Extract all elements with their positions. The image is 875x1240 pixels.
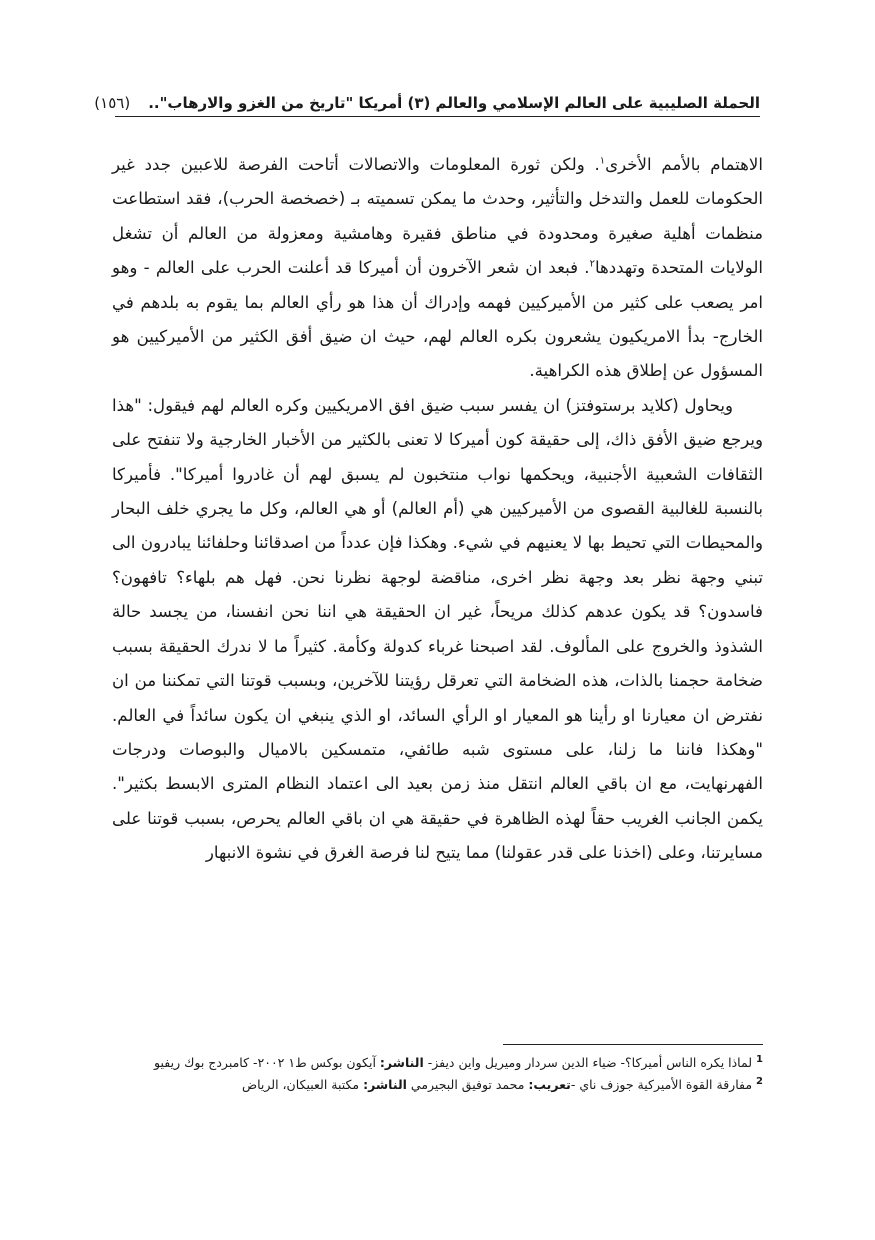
footnote-ref-2: ٢: [589, 258, 595, 270]
footnote-2-translation-label: تعريب:: [528, 1077, 571, 1092]
footnote-1: [112, 1052, 763, 1074]
footnote-2-publisher-label: الناشر:: [363, 1077, 407, 1092]
footnote-1-publisher: آيكون بوكس ط١ ٢٠٠٢- كامبردج بوك ريفيو: [154, 1055, 380, 1070]
footnote-separator: [503, 1044, 763, 1045]
paragraph-1-part-3: . فبعد ان شعر الآخرون أن أميركا قد أعلنت الحرب على العالم - وهو امر يصعب على كثير من الأميركيين فهمه وإدراك أن هذا هو رأي العالم بما يقوم به بلدهم في الخارج- بدأ الامريكيون يشعرون بكره العالم لهم، حيث ان ضيق أفق الكثير من الأميركيين هو المسؤول عن إطلاق هذه الكراهية.: [112, 258, 763, 381]
paragraph-1-part-1: الاهتمام بالأمم الأخرى: [605, 155, 763, 174]
paragraph-2: ويحاول (كلايد برستوفتز) ان يفسر سبب ضيق افق الامريكيين وكره العالم لهم فيقول: "هذا ويرجع ضيق الأفق ذاك، إلى حقيقة كون أميركا لا تعنى بالكثير من الأخبار الخارجية ولا تنفتح على الثقافات الشعبية الأجنبية، ويحكمها نواب منتخبون لم يسبق لهم أن غادروا أميركا". فأميركا بالنسبة للغالبية القصوى من الأميركيين هي (أم العالم) أو هي العالم، وكل ما يجري خلف البحار والمحيطات التي تحيط بها لا يعنيهم في شيء. وهكذا فإن عدداً من اصدقائنا وحلفائنا يبادرون الى تبني وجهة نظر بعد وجهة نظر اخرى، مناقضة لوجهة نظرنا نحن. فهل هم بلهاء؟ تافهون؟ فاسدون؟ قد يكون عدهم كذلك مريحاً، غير ان الحقيقة هي اننا نحن انفسنا، من يجسد حالة الشذوذ والخروج على المألوف. لقد اصبحنا غرباء كدولة وكأمة. كثيراً ما لا ندرك الحقيقة بسبب ضخامة حجمنا بالذات، هذه الضخامة التي تعرقل رؤيتنا للآخرين، وبسبب قوتنا التي تمكننا من ان نفترض ان معيارنا او رأينا هو المعيار او الرأي السائد، او الذي ينبغي ان يكون سائداً في العالم. "وهكذا فاننا ما زلنا، على مستوى شبه طائفي، متمسكين بالاميال والبوصات ودرجات الفهرنهايت، مع ان باقي العالم انتقل منذ زمن بعيد الى اعتماد النظام المترى الابسط بكثير". يكمن الجانب الغريب حقاً لهذه الظاهرة في حقيقة هي ان باقي العالم يحرص، بسبب قوتنا على مسايرتنا، وعلى (اخذنا على قدر عقولنا) مما يتيح لنا فرصة الغرق في نشوة الانبهار: [112, 395, 763, 863]
footnotes: [112, 1052, 763, 1096]
footnote-2-translator: محمد توفيق البجيرمي: [406, 1077, 529, 1092]
footnote-2-number: 2: [756, 1075, 763, 1087]
footnote-2-text: مفارقة القوة الأميركية جوزف ناي -: [570, 1077, 753, 1092]
footnote-1-number: 1: [756, 1053, 763, 1065]
running-header: [94, 90, 760, 117]
page-number: (١٥٦): [94, 94, 131, 112]
footnote-2: [112, 1074, 763, 1096]
paragraph-1-part-2: . ولكن ثورة المعلومات والاتصالات أتاحت الفرصة للاعبين جدد غير الحكومات للعمل والتدخل والتأثير، وحدث ما يمكن تسميته بـ (خصخصة الحرب)، فقد استطاعت منظمات أهلية صغيرة ومحدودة في مناطق فقيرة وهامشية ومعزولة من العالم أن تشغل الولايات المتحدة وتهددها: [112, 155, 763, 278]
header-title: الحملة الصليبية على العالم الإسلامي والعالم (٣) أمريكا "تاريخ من الغزو والارهاب"..: [148, 94, 760, 112]
footnote-1-text: لماذا يكره الناس أميركا؟- ضياء الدين سردار وميريل واين ديفز-: [423, 1055, 753, 1070]
paragraph-1: [112, 148, 763, 389]
footnote-1-publisher-label: الناشر:: [379, 1055, 424, 1070]
footnote-2-publisher: مكتبة العبيكان، الرياض: [241, 1077, 364, 1092]
main-text: [112, 148, 763, 871]
footnote-ref-1: ١: [599, 155, 606, 167]
